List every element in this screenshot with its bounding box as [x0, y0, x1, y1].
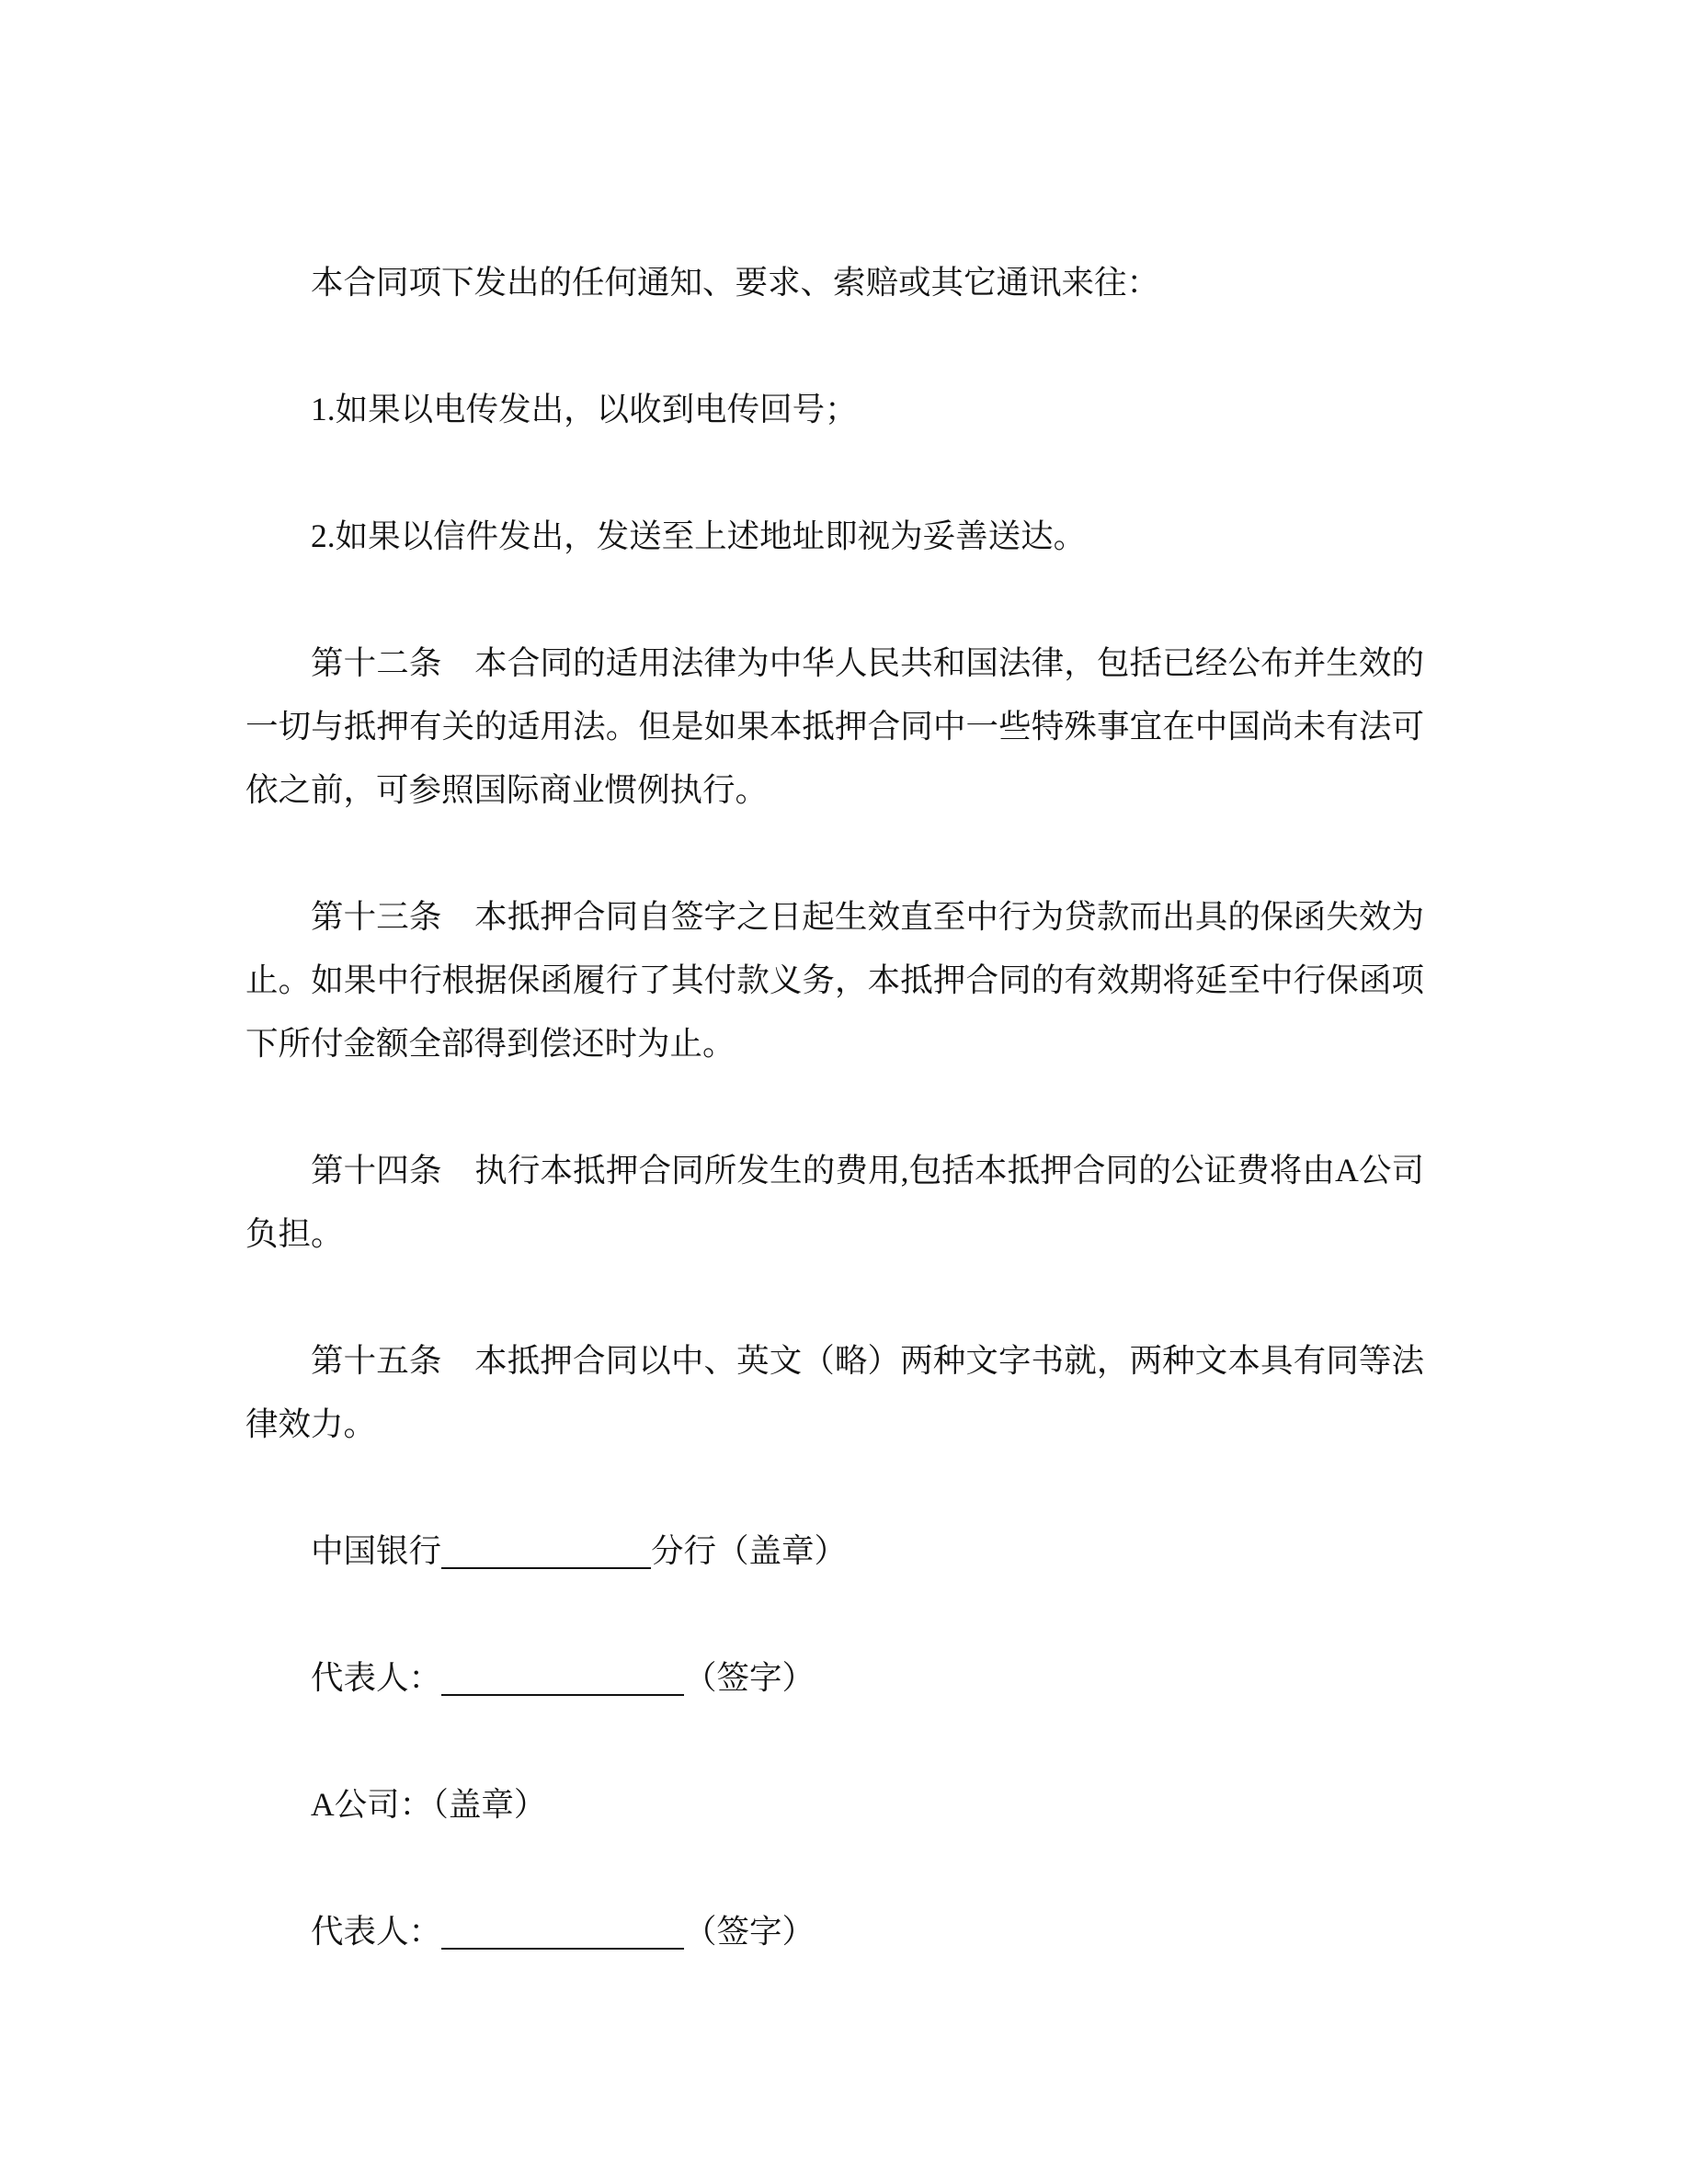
bank-seal-label: 分行（盖章） [651, 1532, 848, 1569]
representative-signature-blank [441, 1900, 684, 1950]
signature-label: （签字） [684, 1659, 815, 1696]
company-seal-line: A公司：（盖章） [311, 1786, 547, 1823]
article-14: 第十四条 执行本抵押合同所发生的费用,包括本抵押合同的公证费将由A公司负担。 [245, 1152, 1424, 1252]
bank-label: 中国银行 [311, 1532, 442, 1569]
notice-item-letter: 2.如果以信件发出，发送至上述地址即视为妥善送达。 [311, 518, 1087, 554]
bank-representative-line [245, 1646, 1424, 1710]
bank-branch-blank [441, 1519, 651, 1569]
signature-label: （签字） [684, 1913, 815, 1950]
representative-signature-blank [441, 1646, 684, 1696]
notice-intro: 本合同项下发出的任何通知、要求、索赔或其它通讯来往： [311, 264, 1160, 301]
notice-item-telex: 1.如果以电传发出，以收到电传回号； [311, 391, 858, 427]
bank-signature-line [245, 1519, 1424, 1583]
company-representative-line [245, 1900, 1424, 1963]
representative-label: 代表人： [311, 1913, 442, 1950]
representative-label: 代表人： [311, 1659, 442, 1696]
article-12: 第十二条 本合同的适用法律为中华人民共和国法律，包括已经公布并生效的一切与抵押有关的适用法。但是如果本抵押合同中一些特殊事宜在中国尚未有法可依之前，可参照国际商业惯例执行。 [245, 644, 1424, 808]
article-15: 第十五条 本抵押合同以中、英文（略）两种文字书就，两种文本具有同等法律效力。 [245, 1342, 1424, 1442]
document-page [245, 251, 1424, 2027]
article-13: 第十三条 本抵押合同自签字之日起生效直至中行为贷款而出具的保函失效为止。如果中行根据保函履行了其付款义务，本抵押合同的有效期将延至中行保函项下所付金额全部得到偿还时为止。 [245, 898, 1424, 1062]
